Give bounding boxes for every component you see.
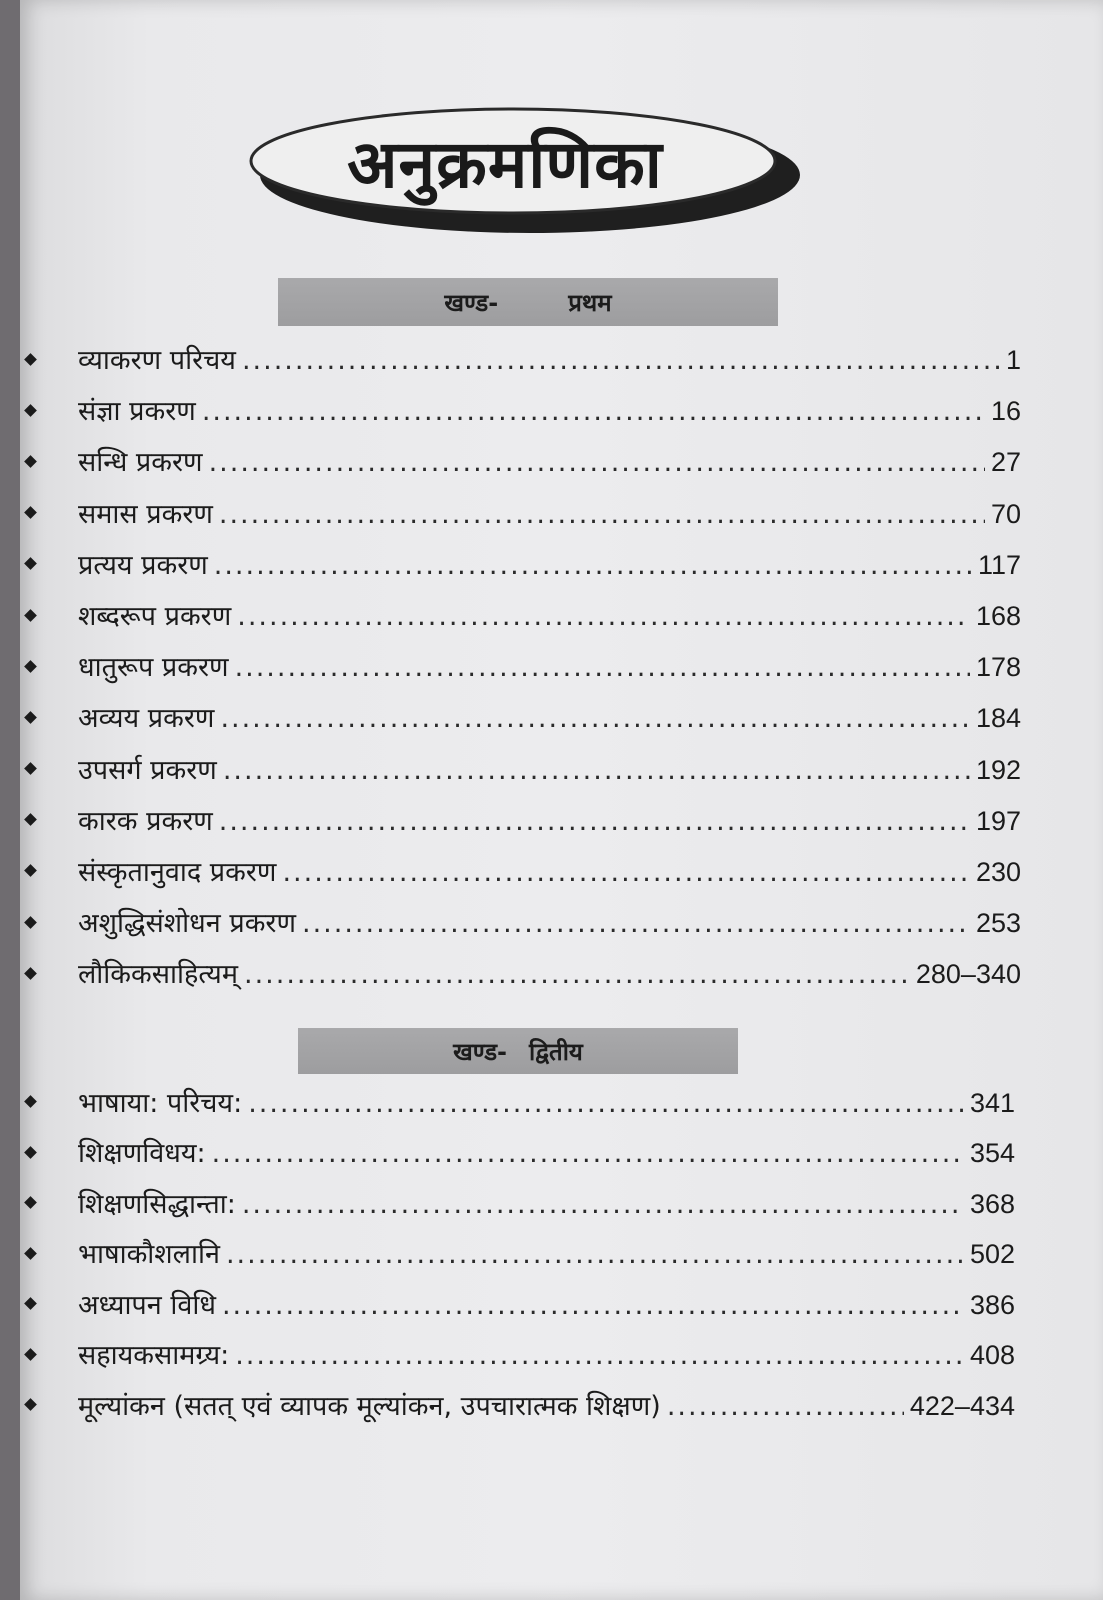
bullet-icon [24, 660, 37, 673]
bullet-icon [24, 609, 37, 622]
book-page [20, 0, 1103, 1600]
toc-item-page: 168 [975, 601, 1021, 632]
dot-leader [219, 499, 985, 530]
toc-item-label: धातुरूप प्रकरण [78, 652, 229, 684]
toc-item-label: अध्यापन विधि [78, 1289, 216, 1321]
toc-item-page: 230 [975, 856, 1021, 887]
toc-item-label: भाषाया: परिचय: [78, 1087, 243, 1119]
dot-leader [209, 447, 985, 478]
toc-item[interactable] [20, 435, 1103, 486]
toc-item-label: संस्कृतानुवाद प्रकरण [78, 856, 277, 888]
toc-item-label: मूल्यांकन (सतत् एवं व्यापक मूल्यांकन, उपचारात्मक शिक्षण) [78, 1390, 661, 1422]
dot-leader [244, 959, 910, 990]
toc-list-first [20, 333, 1103, 998]
dot-leader [248, 1088, 964, 1119]
toc-item-page: 354 [969, 1138, 1015, 1169]
bullet-icon [24, 1095, 37, 1108]
toc-item[interactable] [20, 1379, 1103, 1430]
section-label: खण्ड- [453, 1037, 507, 1066]
dot-leader [282, 857, 969, 888]
toc-item-label: संज्ञा प्रकरण [78, 396, 196, 428]
dot-leader [222, 1290, 964, 1321]
section-name: प्रथम [568, 288, 612, 317]
dot-leader [237, 601, 970, 632]
dot-leader [302, 908, 970, 939]
dot-leader [219, 806, 970, 837]
toc-item[interactable] [20, 640, 1103, 691]
bullet-icon [24, 711, 37, 724]
toc-item-label: व्याकरण परिचय [78, 345, 236, 377]
toc-item-label: सहायकसामग्र्य: [78, 1340, 230, 1372]
toc-item-label: समास प्रकरण [78, 498, 213, 530]
toc-item-label: अशुद्धिसंशोधन प्रकरण [78, 908, 296, 940]
dot-leader [202, 396, 985, 427]
toc-item[interactable] [20, 743, 1103, 794]
toc-item[interactable] [20, 947, 1103, 998]
toc-item-page: 253 [975, 908, 1021, 939]
toc-item[interactable] [20, 1278, 1103, 1329]
toc-list-second [20, 1076, 1103, 1430]
dot-leader [242, 1189, 964, 1220]
toc-item[interactable] [20, 845, 1103, 896]
section-name: द्वितीय [529, 1037, 583, 1066]
toc-item-page: 368 [969, 1188, 1015, 1219]
toc-item-page: 192 [975, 754, 1021, 785]
toc-item[interactable] [20, 794, 1103, 845]
section-header-second [298, 1028, 738, 1074]
bullet-icon [24, 1398, 37, 1411]
bullet-icon [24, 506, 37, 519]
dot-leader [667, 1391, 904, 1422]
toc-item[interactable] [20, 1076, 1103, 1127]
page-title: अनुक्रमणिका [347, 126, 663, 203]
bullet-icon [24, 1146, 37, 1159]
toc-item-page: 70 [990, 498, 1021, 529]
toc-item-page: 1 [1005, 345, 1021, 376]
bullet-icon [24, 557, 37, 570]
bullet-icon [24, 1196, 37, 1209]
bullet-icon [24, 916, 37, 929]
bullet-icon [24, 762, 37, 775]
toc-item-label: उपसर्ग प्रकरण [78, 754, 217, 786]
toc-item[interactable] [20, 1177, 1103, 1228]
toc-item-label: अव्यय प्रकरण [78, 703, 215, 735]
bullet-icon [24, 813, 37, 826]
toc-item-page: 408 [969, 1340, 1015, 1371]
toc-item-page: 178 [975, 652, 1021, 683]
toc-item[interactable] [20, 1329, 1103, 1380]
toc-item-label: शब्दरूप प्रकरण [78, 601, 232, 633]
toc-item-label: लौकिकसाहित्यम् [78, 959, 238, 991]
toc-item-label: कारक प्रकरण [78, 805, 213, 837]
bullet-icon [24, 865, 37, 878]
section-label: खण्ड- [444, 288, 499, 317]
bullet-icon [24, 353, 37, 366]
toc-item[interactable] [20, 691, 1103, 742]
toc-item-label: शिक्षणसिद्धान्ता: [78, 1188, 236, 1220]
dot-leader [226, 1239, 964, 1270]
toc-item-label: भाषाकौशलानि [78, 1239, 220, 1271]
toc-item-page: 341 [969, 1087, 1015, 1118]
dot-leader [220, 703, 970, 734]
toc-item-page: 197 [975, 805, 1021, 836]
dot-leader [235, 1340, 964, 1371]
toc-item[interactable] [20, 538, 1103, 589]
toc-item-page: 386 [969, 1289, 1015, 1320]
toc-item-label: सन्धि प्रकरण [78, 447, 203, 479]
dot-leader [223, 755, 970, 786]
bullet-icon [24, 455, 37, 468]
dot-leader [235, 652, 970, 683]
dot-leader [242, 345, 1000, 376]
bullet-icon [24, 404, 37, 417]
toc-item-label: शिक्षणविधय: [78, 1138, 206, 1170]
bullet-icon [24, 1297, 37, 1310]
dot-leader [212, 1138, 964, 1169]
toc-item-page: 117 [977, 549, 1021, 580]
toc-item[interactable] [20, 1127, 1103, 1178]
toc-item-page: 280–340 [915, 959, 1021, 990]
toc-item-label: प्रत्यय प्रकरण [78, 549, 208, 581]
bullet-icon [24, 967, 37, 980]
toc-item[interactable] [20, 333, 1103, 384]
toc-item-page: 502 [969, 1239, 1015, 1270]
toc-item[interactable] [20, 487, 1103, 538]
toc-item[interactable] [20, 896, 1103, 947]
section-header-first [278, 278, 778, 326]
toc-item-page: 16 [990, 396, 1021, 427]
toc-item-page: 27 [990, 447, 1021, 478]
toc-item-page: 184 [975, 703, 1021, 734]
toc-item-page: 422–434 [909, 1390, 1015, 1421]
toc-item[interactable] [20, 589, 1103, 640]
toc-item[interactable] [20, 1228, 1103, 1279]
bullet-icon [24, 1348, 37, 1361]
toc-item[interactable] [20, 384, 1103, 435]
title-banner [245, 95, 815, 245]
dot-leader [214, 550, 972, 581]
bullet-icon [24, 1247, 37, 1260]
